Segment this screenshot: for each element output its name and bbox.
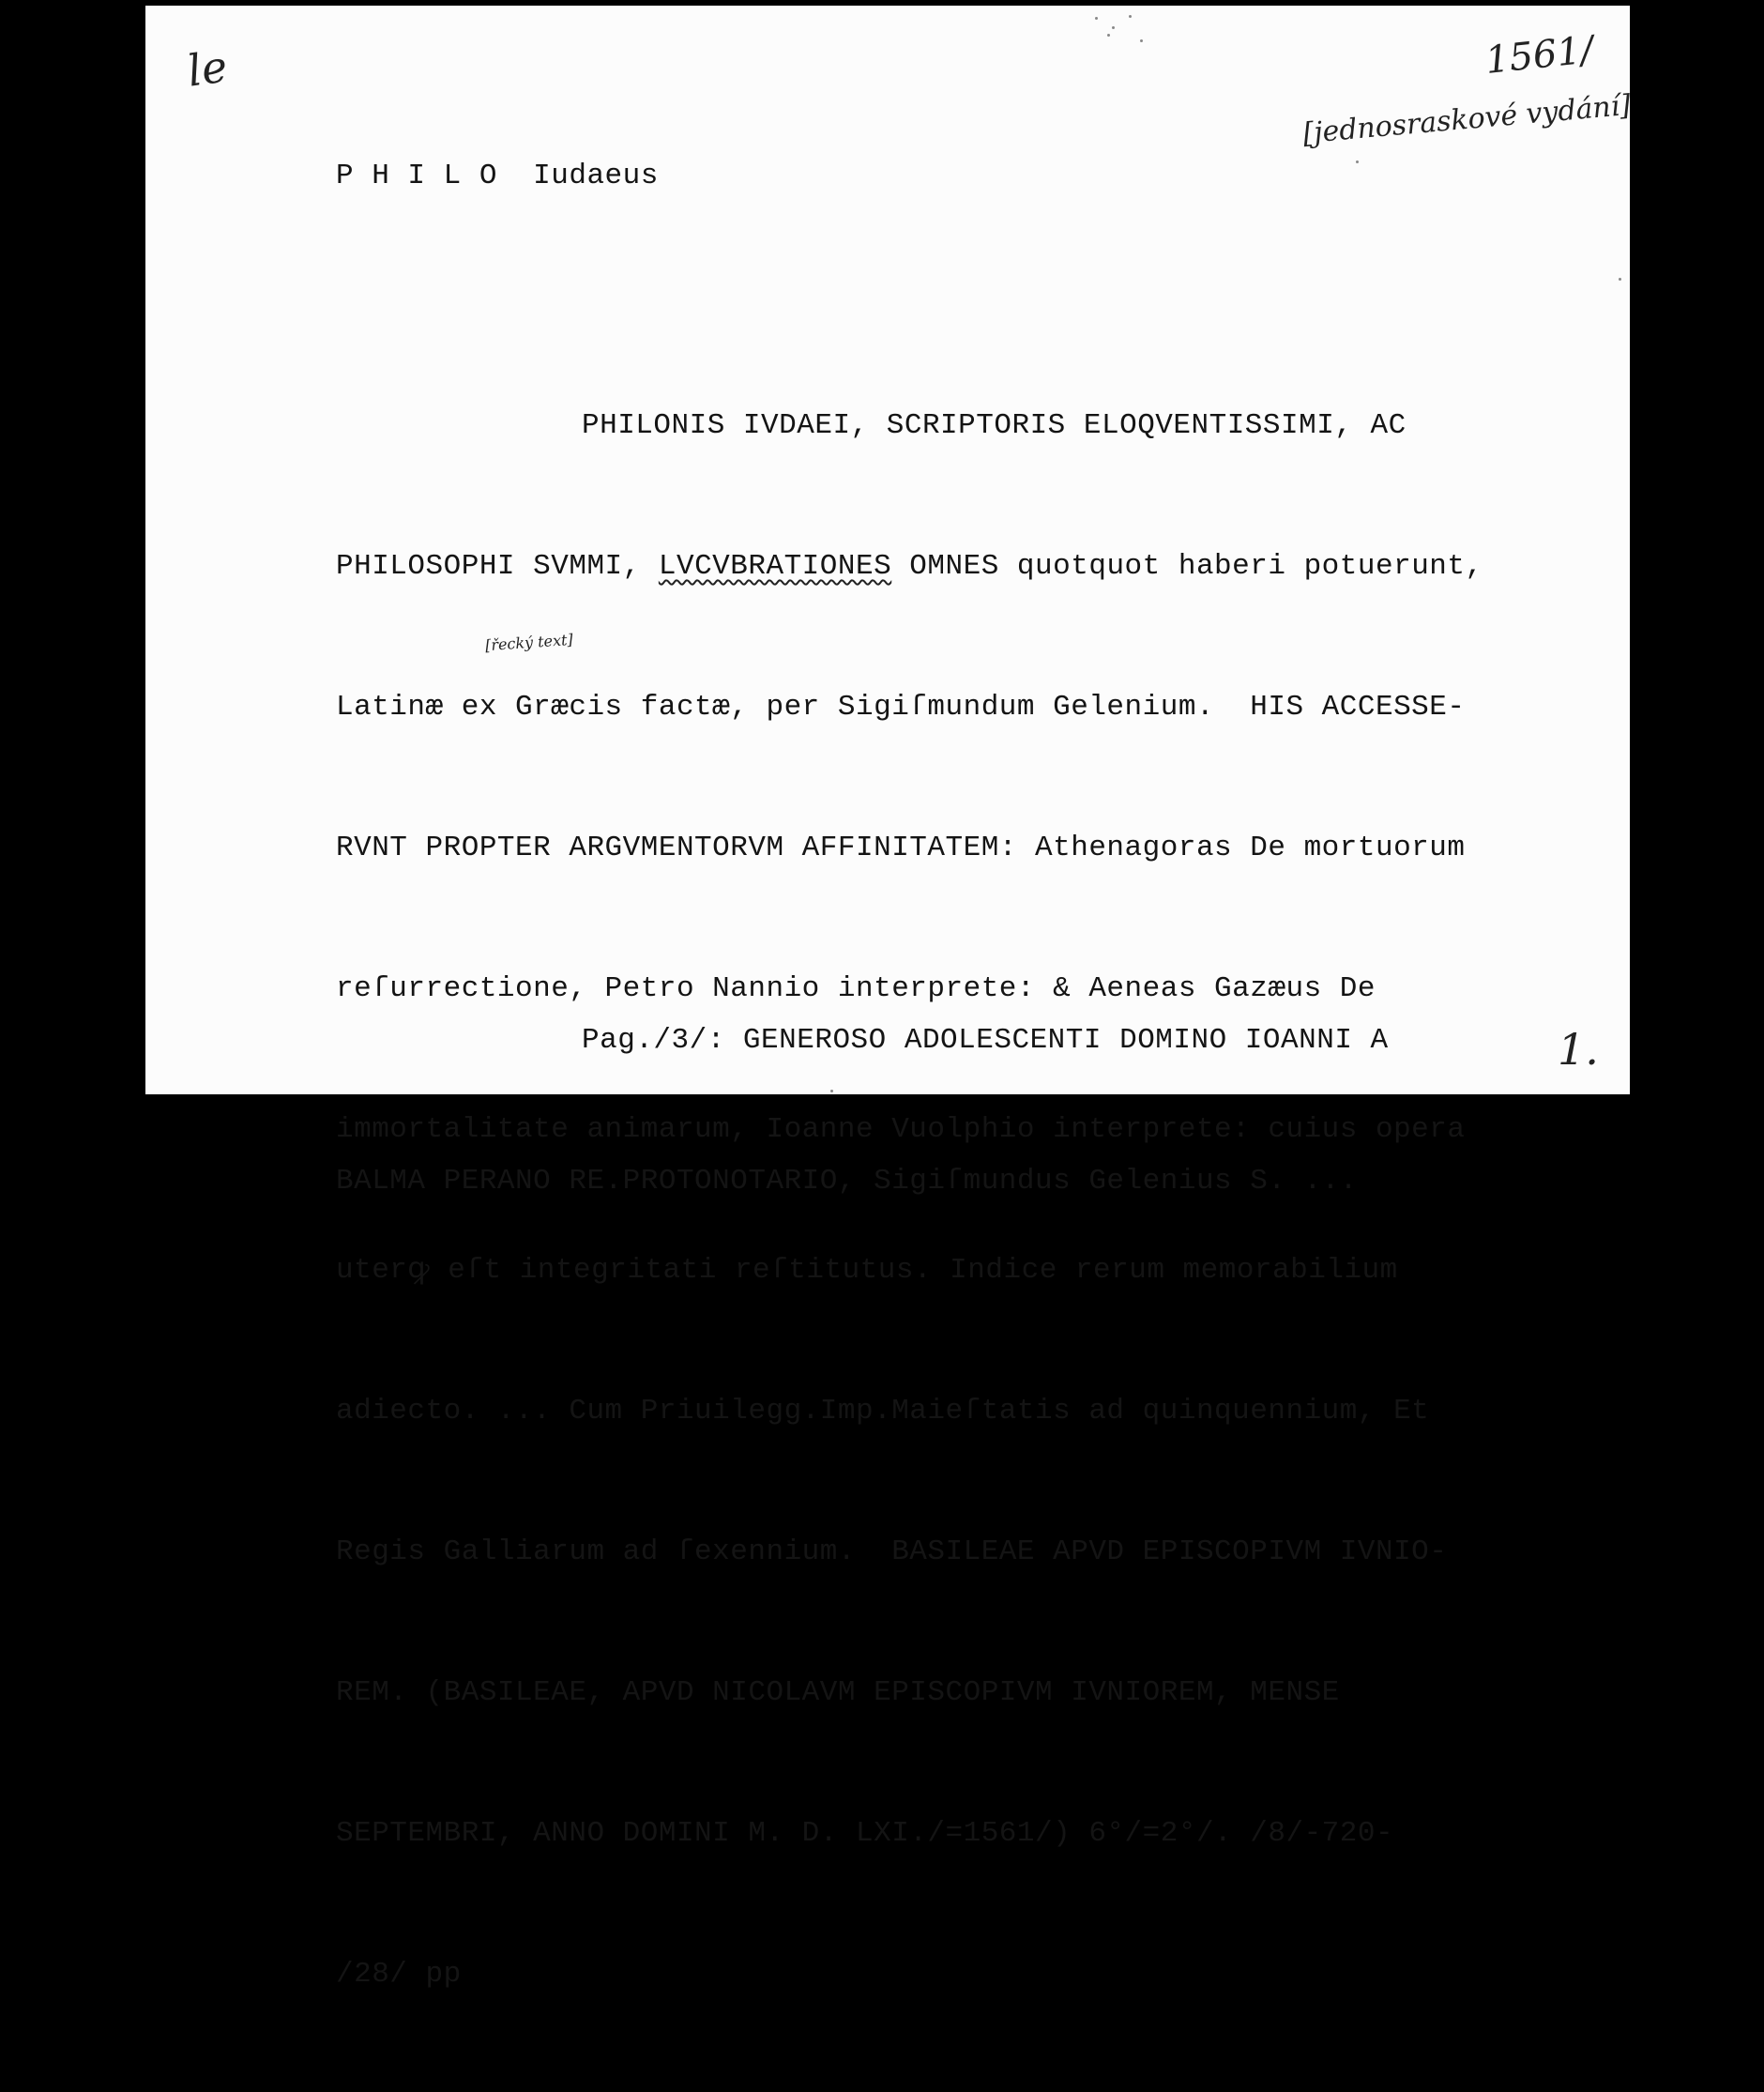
description-line: immortalitate animarum, Ioanne Vuolphio interprete: cuius opera bbox=[336, 1113, 1466, 1146]
page-reference-line: Pag./3/: GENEROSO ADOLESCENTI DOMINO IOANNI A bbox=[582, 1024, 1389, 1057]
author-heading: P H I L O Iudaeus bbox=[336, 160, 659, 192]
speck bbox=[1356, 160, 1359, 163]
description-line: RVNT PROPTER ARGVMENTORVM AFFINITATEM: Athenagoras De mortuorum bbox=[336, 832, 1466, 864]
speck bbox=[830, 1090, 833, 1092]
handwritten-edition-note: [jednosraskové vydání] bbox=[1301, 88, 1633, 151]
speck bbox=[1140, 39, 1143, 42]
handwritten-insert: [řecký text] bbox=[484, 630, 574, 655]
description-line: Latinæ ex Græcis factæ, per Sigiſmundum Gelenium. HIS ACCESSE- bbox=[336, 691, 1466, 724]
speck bbox=[1619, 278, 1621, 281]
description-line: Regis Galliarum ad ſexennium. BASILEAE APVD EPISCOPIVM IVNIO- bbox=[336, 1535, 1448, 1568]
speck bbox=[1107, 34, 1110, 37]
description-line bbox=[336, 543, 1483, 590]
underlined-title-word: LVCVBRATIONES bbox=[658, 550, 892, 583]
description-line: SEPTEMBRI, ANNO DOMINI M. D. LXI./=1561/) 6°/=2°/. /8/-720- bbox=[336, 1817, 1394, 1850]
description-fragment: PHILOSOPHI SVMMI, bbox=[336, 550, 659, 583]
handwritten-corner-mark: le bbox=[184, 40, 231, 97]
handwritten-year: 1561/ bbox=[1483, 28, 1596, 83]
card-number: 1. bbox=[1558, 1024, 1599, 1075]
description-line: /28/ pp bbox=[336, 1958, 462, 1991]
page-reference-line: BALMA PERANO RE.PROTONOTARIO, Sigiſmundus Gelenius S. ... bbox=[336, 1165, 1358, 1198]
description-fragment: OMNES quotquot haberi potuerunt, bbox=[891, 550, 1483, 583]
description-line: adiecto. ... Cum Priuilegg.Imp.Maieſtatis ad quinquennium, Et bbox=[336, 1395, 1430, 1428]
description-line: reſurrectione, Petro Nannio interprete: & Aeneas Gazæus De bbox=[336, 972, 1376, 1005]
description-line: REM. (BASILEAE, APVD NICOLAVM EPISCOPIVM IVNIOREM, MENSE bbox=[336, 1676, 1340, 1709]
catalog-card bbox=[145, 6, 1633, 1991]
speck bbox=[1112, 26, 1115, 29]
speck bbox=[1129, 15, 1132, 18]
page-reference bbox=[336, 924, 1389, 1299]
description-line: uterꝙ eſt integritati reſtitutus. Indice rerum memorabilium bbox=[336, 1254, 1398, 1287]
speck bbox=[1095, 17, 1098, 20]
description-line: PHILONIS IVDAEI, SCRIPTORIS ELOQVENTISSIMI, AC bbox=[582, 409, 1407, 442]
